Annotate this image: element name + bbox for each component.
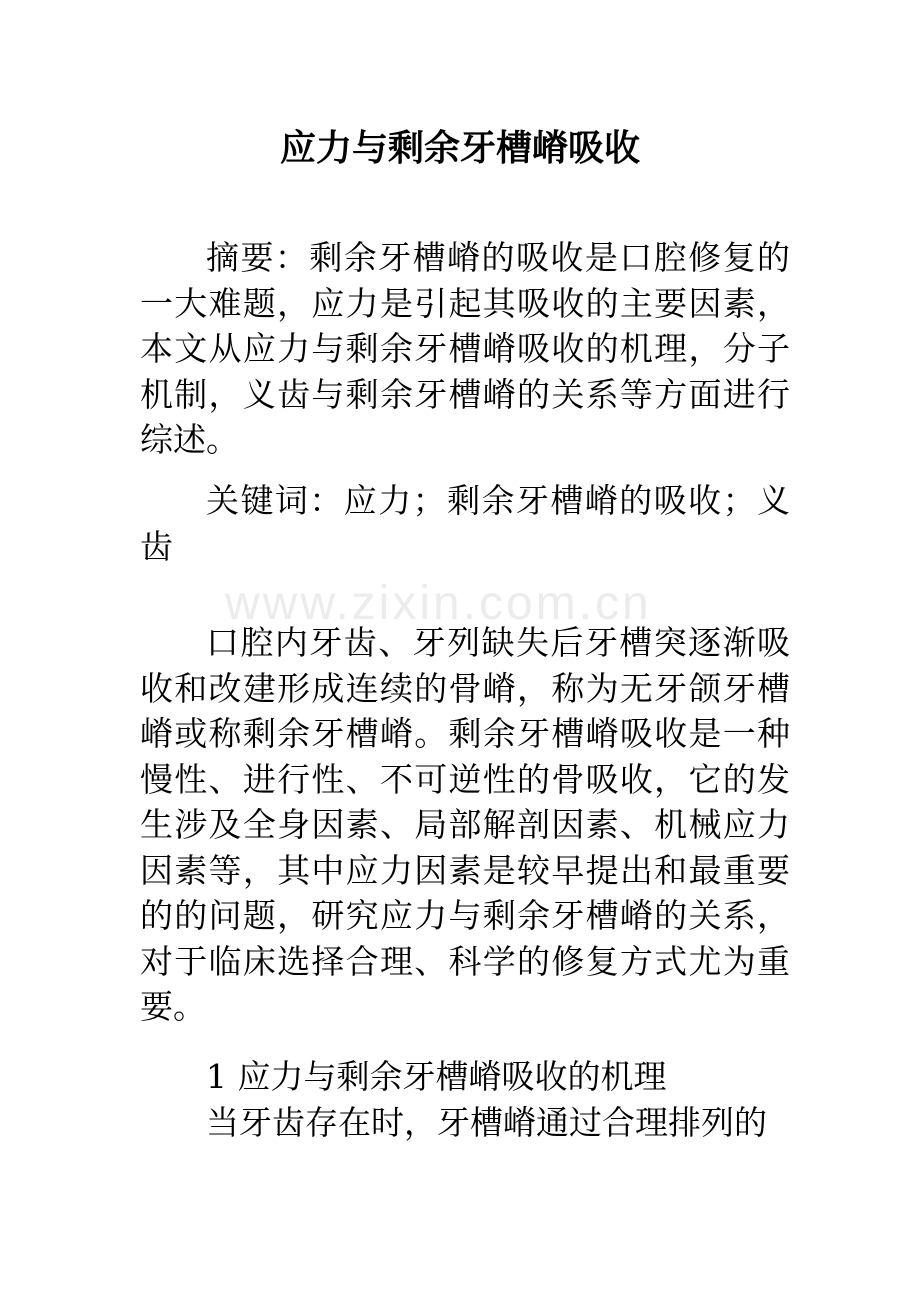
section-body-paragraph: 当牙齿存在时，牙槽嵴通过合理排列的 <box>206 1103 767 1142</box>
keywords-paragraph: 关键词：应力；剩余牙槽嵴的吸收；义齿 <box>140 481 790 566</box>
section-heading: 1 应力与剩余牙槽嵴吸收的机理 <box>206 1057 667 1096</box>
watermark: www.zixin.com.cn <box>225 577 652 620</box>
abstract-paragraph: 摘要：剩余牙槽嵴的吸收是口腔修复的一大难题，应力是引起其吸收的主要因素，本文从应力与剩余牙槽嵴吸收的机理，分子机制，义齿与剩余牙槽嵴的关系等方面进行综述。 <box>140 238 790 459</box>
intro-paragraph: 口腔内牙齿、牙列缺失后牙槽突逐渐吸收和改建形成连续的骨嵴，称为无牙颌牙槽嵴或称剩余牙槽嵴。剩余牙槽嵴吸收是一种慢性、进行性、不可逆性的骨吸收，它的发生涉及全身因素、局部解剖因素、机械应力因素等，其中应力因素是较早提出和最重要的的问题，研究应力与剩余牙槽嵴的关系，对于临床选择合理、科学的修复方式尤为重要。 <box>140 623 790 1026</box>
document-title: 应力与剩余牙槽嵴吸收 <box>279 127 640 169</box>
